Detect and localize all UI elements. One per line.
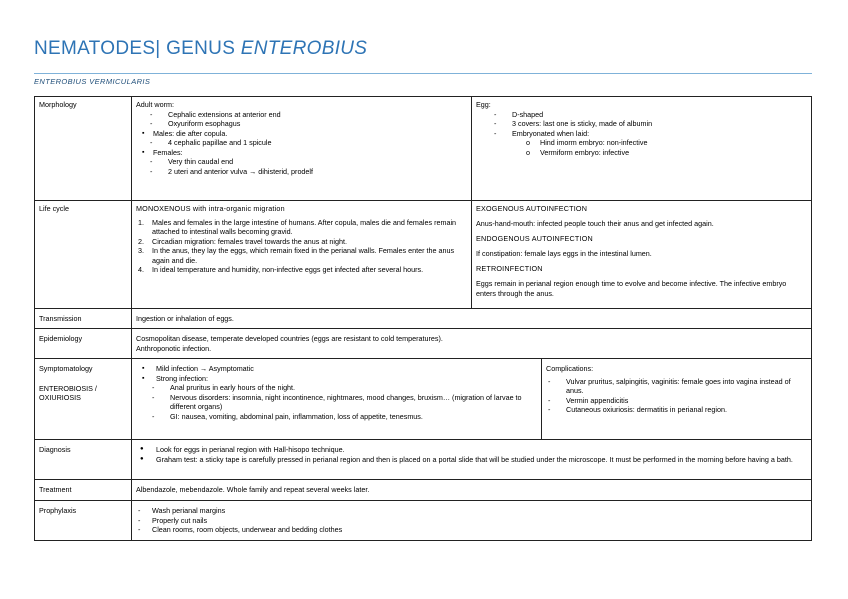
- row-sublabel: ENTEROBIOSIS /: [39, 383, 97, 393]
- males-item: ▪ Males: die after copula.: [140, 129, 467, 139]
- list-item: ▪ Mild infection → Asymptomatic: [140, 364, 537, 374]
- egg-list: [476, 110, 807, 139]
- row-label: Diagnosis: [35, 440, 132, 480]
- table-row-treatment: [35, 480, 812, 501]
- list-item: ● Graham test: a sticky tape is carefully pressed in perianal region and then is placed on a portal slide that will be studied under the microscope. It must be performed in the morning before having a bath.: [138, 455, 807, 465]
- list-item: - Nervous disorders: insomnia, night incontinence, nightmares, mood changes, bruxism… (migration of larvae to different organs): [150, 393, 537, 412]
- retro-title: RETROINFECTION: [476, 264, 543, 273]
- list-item: - 3 covers: last one is sticky, made of albumin: [492, 119, 807, 129]
- complications-list: [546, 377, 807, 415]
- list-item: - Clean rooms, room objects, underwear and bedding clothes: [136, 525, 807, 535]
- row-label: Treatment: [35, 480, 132, 501]
- endo-text: If constipation: female lays eggs in the intestinal lumen.: [476, 249, 652, 258]
- list-item: - Oxyuriform esophagus: [148, 119, 467, 129]
- list-item: - Cutaneous oxiuriosis: dermatitis in perianal region.: [546, 405, 807, 415]
- complications-title: Complications:: [546, 364, 594, 373]
- diagnosis-cell: [132, 440, 812, 480]
- list-item: - Vermin appendicitis: [546, 396, 807, 406]
- list-item: Circadian migration: females travel towards the anus at night.: [152, 236, 347, 246]
- symptom-label-cell: [35, 359, 132, 440]
- lifecycle-steps: [136, 218, 467, 275]
- list-item: In ideal temperature and humidity, non-infective eggs get infected after several hours.: [152, 265, 424, 274]
- males-list: [136, 129, 467, 139]
- title-rule: [34, 73, 812, 74]
- title-genus: ENTEROBIUS: [240, 38, 368, 59]
- list-item: - Vulvar pruritus, salpingitis, vaginitis: female goes into vagina instead of anus.: [546, 377, 807, 396]
- list-item: - 4 cephalic papillae and 1 spicule: [148, 138, 467, 148]
- list-item: o Hind imorm embryo: non-infective: [524, 138, 807, 148]
- complications-cell: [542, 359, 812, 440]
- strong-list: [136, 383, 537, 421]
- section-subtitle: ENTEROBIUS VERMICULARIS: [34, 77, 151, 86]
- list-item: ▪ Strong infection:: [140, 374, 537, 384]
- egg-cell: [472, 97, 812, 201]
- table-row-epidemiology: [35, 329, 812, 359]
- table-row-lifecycle: [35, 201, 812, 309]
- females-item: ▪ Females:: [140, 148, 467, 158]
- nematode-table: [34, 96, 812, 541]
- list-item: - Embryonated when laid:: [492, 129, 807, 139]
- endo-title: ENDOGENOUS AUTOINFECTION: [476, 234, 593, 243]
- diagnosis-list: [136, 445, 807, 464]
- list-item: - GI: nausea, vomiting, abdominal pain, inflammation, loss of appetite, tenesmus.: [150, 412, 537, 422]
- symptoms-cell: [132, 359, 542, 440]
- egg-title: Egg:: [476, 100, 491, 109]
- list-item: - Wash perianal margins: [136, 506, 807, 516]
- adult-list: [136, 110, 467, 129]
- symptoms-list: [136, 364, 537, 383]
- list-item: - D-shaped: [492, 110, 807, 120]
- exo-text: Anus-hand-mouth: infected people touch their anus and get infected again.: [476, 219, 714, 228]
- list-item: ● Look for eggs in perianal region with Hall-hisopo technique.: [138, 445, 807, 455]
- row-sublabel: OXIURIOSIS: [39, 393, 81, 402]
- females-sublist: [136, 157, 467, 176]
- table-row-transmission: [35, 309, 812, 329]
- lifecycle-cell: [132, 201, 472, 309]
- table-row-diagnosis: [35, 440, 812, 480]
- transmission-cell: Ingestion or inhalation of eggs.: [132, 309, 812, 329]
- adult-worm-title: Adult worm:: [136, 100, 174, 109]
- list-item: - Properly cut nails: [136, 516, 807, 526]
- males-sublist: [136, 138, 467, 148]
- row-label: Epidemiology: [35, 329, 132, 359]
- list-item: - Anal pruritus in early hours of the night.: [150, 383, 537, 393]
- females-list: [136, 148, 467, 158]
- table-row-prophylaxis: [35, 501, 812, 541]
- page-title: [34, 38, 367, 60]
- title-main: NEMATODES| GENUS: [34, 38, 241, 59]
- prophylaxis-list: [136, 506, 807, 535]
- exo-title: EXOGENOUS AUTOINFECTION: [476, 204, 588, 213]
- list-item: - Cephalic extensions at anterior end: [148, 110, 467, 120]
- adult-worm-cell: [132, 97, 472, 201]
- list-item: - Very thin caudal end: [148, 157, 467, 167]
- retro-text: Eggs remain in perianal region enough time to evolve and become infective. The infective embryo enters through the anus.: [476, 279, 787, 298]
- autoinfection-cell: [472, 201, 812, 309]
- table-row-symptomatology: [35, 359, 812, 440]
- list-item: o Vermiform embryo: infective: [524, 148, 807, 158]
- epidemiology-cell: [132, 329, 812, 359]
- table-row-morphology: [35, 97, 812, 201]
- list-item: - 2 uteri and anterior vulva → dihisterid, prodelf: [148, 167, 467, 177]
- list-item: Males and females in the large intestine of humans. After copula, males die and females remain attached to intestinal walls becoming gravid.: [152, 217, 457, 236]
- lifecycle-heading: MONOXENOUS with intra-organic migration: [136, 204, 285, 213]
- row-label: Transmission: [35, 309, 132, 329]
- treatment-cell: Albendazole, mebendazole. Whole family and repeat several weeks later.: [132, 480, 812, 501]
- prophylaxis-cell: [132, 501, 812, 541]
- row-label: Life cycle: [35, 201, 132, 309]
- row-label: Prophylaxis: [35, 501, 132, 541]
- embryo-list: [476, 138, 807, 157]
- epidemiology-line1: Cosmopolitan disease, temperate developed countries (eggs are resistant to cold temperatures).: [136, 334, 443, 343]
- row-label: Morphology: [35, 97, 132, 201]
- list-item: In the anus, they lay the eggs, which remain fixed in the perianal walls. Females enter the anus again and die.: [152, 246, 455, 265]
- row-label: Symptomatology: [39, 364, 93, 373]
- epidemiology-line2: Anthroponotic infection.: [136, 343, 212, 353]
